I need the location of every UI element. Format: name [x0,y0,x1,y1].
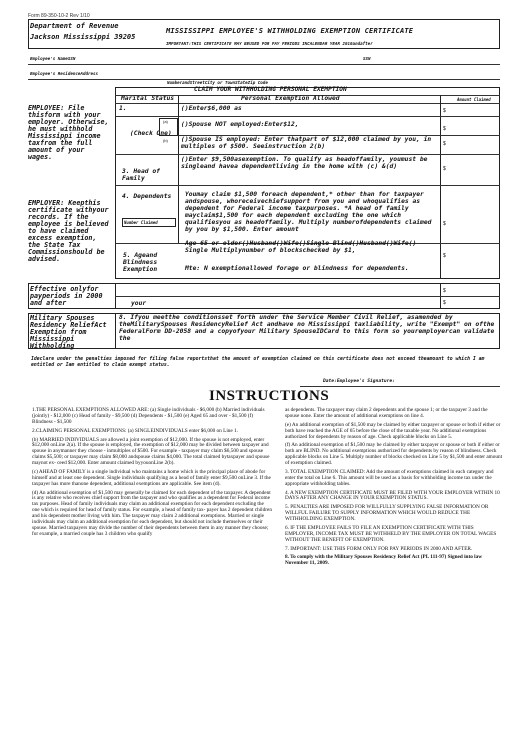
instruction-2d: (d) An additional exemption of $1,500 may generally be claimed for each dependent of the taxpayer. A dependent is any relative who receives chief support from the taxpayer and who qualifies as a dependent for Federal income tax purposes. Head of family individuals may claim an additional exemption for each dependent excluding the one which is required for head of family status. For example, a head of family tax- payer has 2 dependent children and his dependent mother living with him. The taxpayer may claim 2 additional exemptions. Married or single individuals may claim an additional exemption for each dependent, but should not include themselves or their spouse. Married taxpayers may divide the number of their dependents between them in any manner they choose; for example, a married couple has 3 children who qualify [32,489,272,537]
row5-note: Mte: N exemptionallowed forage or blindness for dependents. [185,265,409,272]
personal-exemption-header: Personal Exemption Allowed [241,95,340,102]
row2a-amount: $ [443,126,446,132]
instruction-6: 6. IF THE EMPLOYEE FAILS TO FILE AN EXEMPTION CERTIFICATE WITH THIS EMPLOYER, INCOME TAX MUST BE WITHHELD BY THE EMPLOYER ON TOTAL WAGES WITHOUT THE BENEFIT OF EXEMPTION. [285,524,497,543]
form-number: Form 89-350-10-2 Rev 1/10 [28,13,90,19]
instruction-2d-cont: as dependents. The taxpayer may claim 2 dependents and the spouse 1; or the taxpayer 3 and the spouse none. Enter the amount of additional exemptions on line 4. [285,407,488,419]
amount-claimed-header: Amount Claimed [457,97,491,102]
instruction-2b: (b) MARRIED INDIVIDUALS are allowed a joint exemption of $12,000. If the spouse is not employed, enter $12,000 onLine 2(a). If the spouse is employed, the exemption of $12,000 may be divided between taxpayer and spouse in anymanner they choose - inmultiples of $500. For example - taxpayer may claim $6,500 and spouse claims $5,500; or taxpayer may claim $8,000 andspouse claims $4,000. The total claimed bytaxpayer and spouse maynot ex- ceed $12,000. Enter amount claimed byyouonLine 2(b). [32,436,270,466]
row2b-text: ()Spouse IS employed: Enter thatpart of $12,000 claimed by you, in multiples of $500. Seeinstruction 2(b) [181,136,432,150]
instruction-2e: (e) An additional exemption of $1,500 may be claimed by either taxpayer or spouse or both if either or both have reached the AGE of 65 before the close of the taxable year. No additional exemptions authorized for dependents by reason of age. Check applicable blocks on Line 5. [285,421,501,440]
instructions-title: INSTRUCTIONS [209,388,330,404]
row4-label: 4. Dependents [122,193,172,200]
row5-label: 5. Ageand Blindness Exemption [123,252,158,273]
employee-name-label: Employee's NameSSN [30,56,76,61]
row2a-text: ()Spouse NOT employed:Enter$12, [181,121,299,128]
important-note: IMPORTANT:THIS CERTIFICATE MAY BEUSED FOR PAY PERIODS INCALENDAR YEAR 2010andafter [166,41,373,46]
row3-label: 3. Head of Family [122,168,160,182]
effective-label: Effective onlyfor payperiods in 2000 and after [30,285,103,308]
row1-text: ()Enter$6,000 as [181,105,242,112]
instructions-left [32,408,272,541]
military-label: Military Spouses Residency ReliefAct Exemption from Mississippi Withholding [30,314,107,351]
address-label: NumberandStreetCity or TownStateZip Code [167,80,268,85]
instruction-1: 1.THE PERSONAL EXEMPTIONS ALLOWED ARE: (a) Single individuals - $6,000 (b) Married individuals (jointly) - $12,000 (c) Head of family - $9,500 (d) Dependents - $1,500 (e) Aged 65 and over - $1,500 (f) Blindness - $1,500 [32,407,265,425]
employee-instructions: EMPLOYEE: File thisform with your employer. Otherwise, he must withhold Mississippi income taxfrom the full amount of your wages. [28,104,109,162]
option-b: (b) [163,138,168,143]
option-a: (a) [163,119,168,124]
row3-text: ()Enter $9,500asexemption. To qualify as headoffamily, youmust be singleand havea dependentliving in the home with (c) &(d) [181,156,428,170]
form-title: MISSISSIPPI EMPLOYEE'S WITHHOLDING EXEMPTION CERTIFICATE [166,27,414,35]
instruction-2f: (f) An additional exemption of $1,500 may be claimed by either taxpayer or spouse or both if either or both are BLIND. No additional exemptions authorized for dependents by reason of blindness. Check applicable blocks on Line 5. Multiply number of blocks checked on Line 5 by $1,500 and enter amount of exemption claimed. [285,442,503,466]
table-header: CLAIM YOUR WITHHOLDING PERSONAL EXEMPTION [194,86,347,93]
row7-amount: $ [443,300,446,306]
marital-status-header: Marital Status [121,95,175,102]
instruction-2: 2.CLAIMING PERSONAL EXEMPTIONS: (a) SINGLEINDIVIDUALS enter $6,000 on Line 1. [32,427,238,434]
row1-amount: $ [443,108,446,114]
instruction-5: 5. PENALTIES ARE IMPOSED FOR WILLFULLY SUPPLYING FALSE INFORMATION OR WILLFUL FAILURE TO SUPPLY INFORMATION WHICH WOULD REDUCE THE WITHHOLDING EXEMPTION. [285,504,489,522]
row4-text: Youmay claim $1,500 foreach dependent,* other than for taxpayer andspouse, whoreceivechiefsupport from you and whoqualifies as dependent for Federal income taxpurposes. *A head of family mayclaim$1,500 for each dependent excluding the one which qualifiesyou as headoffamily. Multiply numberofdependents claimed by you by $1,500. Enter amount [185,191,432,233]
row6-amount: $ [443,288,446,294]
instruction-8: 8. To comply with the Military Spouses Residency Relief Act (PL 111-97) Signed into law November 11, 2009. [285,554,483,567]
signature-label: Date:Employee's Signature: [323,379,395,384]
instruction-7: 7. IMPORTANT: USE THIS FORM ONLY FOR PAY PERIODS IN 2000 AND AFTER. [285,545,473,552]
location: Jackson Mississippi 39205 [30,33,136,41]
instruction-3: 3. TOTAL EXEMPTION CLAIMED: Add the amount of exemptions claimed in each category and enter the total on Line 6. This amount will be used as a basis for withholding income tax under the appropriate withholding tables. [285,468,494,487]
row5-amount: $ [443,253,446,259]
row5-text: Age 65 or older()Husband()Wife()Single Blind()Husband()Wife() Single Multiplynumber of blockschecked by $1, [185,240,417,254]
row4-amount: $ [443,221,446,227]
row3-amount: $ [443,166,446,172]
name-line [28,64,500,65]
department: Department of Revenue [30,22,119,30]
instructions-right [285,408,503,570]
row2b-amount: $ [443,141,446,147]
check-one-label: (Check One) [130,130,172,137]
ssn-label: SSN [363,56,371,61]
row1-number: 1. [119,105,127,112]
row6-your: your [131,300,147,307]
instruction-2c: (c) AHEAD OF FAMILY is a single individual who maintains a home which is the principal place of abode for himself and at least one dependent. Single individuals qualifying as a head of family enter $9,500 onLine 3. If the taxpayer has more thanone dependent, additional exemptions are applicable. See item (d). [32,468,271,487]
row8-text: 8. Ifyou meetthe conditionsset forth under the Service Member Civil Relief, asamended by theMilitarySpouses ResidencyRelief Act andhave no Mississippi taxliability, write "Exempt" on ofthe FederalForm DD-2058 and a copyofyour Military SpouseIDCard to this form so youremployercan validate the [119,314,495,342]
employer-instructions: EMPLOYER: Keepthis certificate withyour records. If the employee is believed to have claimed excess exemption, the State Tax Commissionshould be advised. [28,199,109,264]
number-claimed: Number Claimed [124,220,158,225]
residence-label: Employee's ResidenceAddress [30,71,99,76]
instruction-4: 4. A NEW EXEMPTION CERTIFICATE MUST BE FILED WITH YOUR EMPLOYER WITHIN 10 DAYS AFTER ANY CHANGE IN YOUR EXEMPTION STATUS. [285,489,500,502]
declaration: Ideclare under the penalties imposed for filing false reportsthat the amount of exemption claimed on this certificate does not exceed theamount to which I am entitled or Iam entitled to claim exempt status. [31,357,485,368]
signature-line[interactable] [300,386,500,387]
